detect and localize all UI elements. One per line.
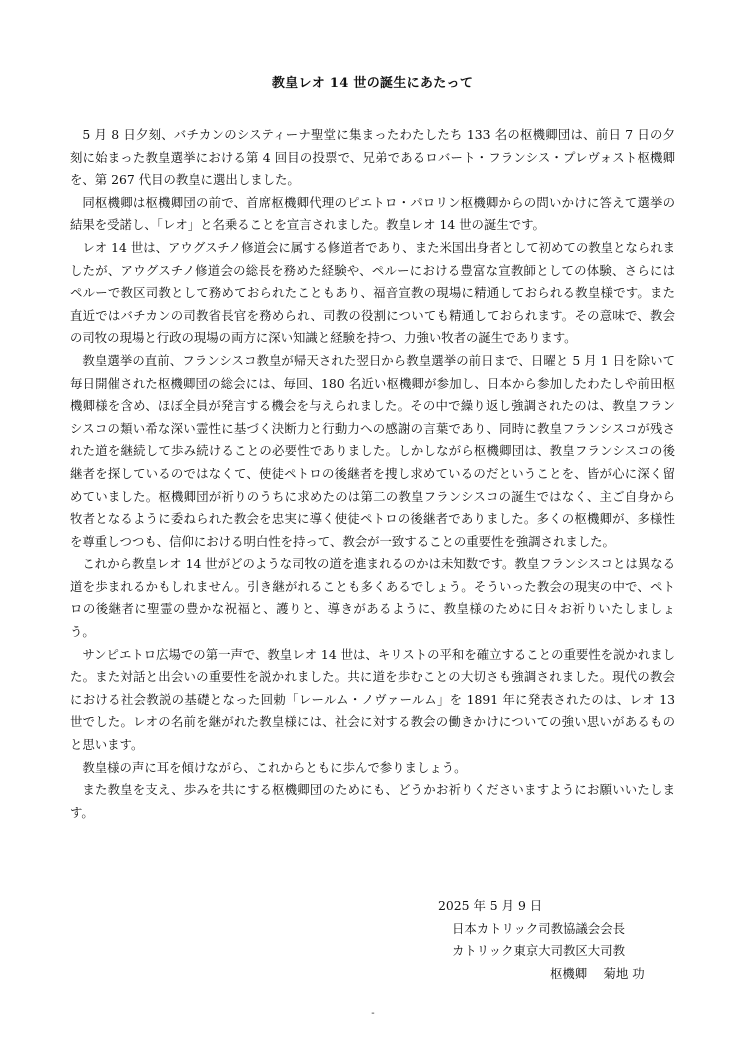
paragraph-6: サンピエトロ広場での第一声で、教皇レオ 14 世は、キリストの平和を確立することの重要性を説かれました。また対話と出会いの重要性を説かれました。共に道を歩むことの大切さも強調されました。現代の教会における社会教説の基礎となった回勅「レールム・ノヴァールム」を 1891 年に発表されたのは、レオ 13 世でした。レオの名前を継がれた教皇様には、社会に対する教会の働きかけについての強い思いがあるものと思います。: [70, 646, 675, 753]
signature-name: 枢機卿 菊地 功: [550, 965, 645, 981]
signature-block: [438, 895, 678, 985]
paragraph-8: また教皇を支え、歩みを共にする枢機卿団のためにも、どうかお祈りくださいますようにお願いいたします。: [70, 782, 675, 820]
paragraph-3: レオ 14 世は、アウグスチノ修道会に属する修道者であり、また米国出身者として初めての教皇となられましたが、アウグスチノ修道会の総長を務めた経験や、ペルーにおける豊富な宣教師としての体験、さらにはペルーで教区司教として務めておられたこともあり、福音宣教の現場に精通しておられる教皇様です。また直近ではバチカンの司教省長官を務められ、司教の役割についても精通しておられます。その意味で、教会の司牧の現場と行政の現場の両方に深い知識と経験を持つ、力強い牧者の誕生であります。: [70, 239, 675, 346]
paragraph-7: 教皇様の声に耳を傾けながら、これからともに歩んで参りましょう。: [82, 759, 467, 775]
document-body: [70, 124, 675, 824]
paragraph-5: これから教皇レオ 14 世がどのような司牧の道を進まれるのかは未知数です。教皇フランシスコとは異なる道を歩まれるかもしれません。引き継がれることも多くあるでしょう。そういった教会の現実の中で、ペトロの後継者に聖霊の豊かな祝福と、護りと、導きがあるように、教皇様のために日々お祈りいたしましょう。: [70, 556, 675, 640]
signature-organization: 日本カトリック司教協議会会長: [452, 920, 625, 936]
paragraph-2: 同枢機卿は枢機卿団の前で、首席枢機卿代理のピエトロ・パロリン枢機卿からの問いかけに答えて選挙の結果を受諾し、「レオ」と名乗ることを宣言されました。教皇レオ 14 世の誕生です。: [70, 194, 675, 233]
paragraph-4: 教皇選挙の直前、フランシスコ教皇が帰天された翌日から教皇選挙の前日まで、日曜と 5 月 1 日を除いて毎日開催された枢機卿団の総会には、毎回、180 名近い枢機卿が参加し、日本から参加したわたしや前田枢機卿様を含め、ほぼ全員が発言する機会を与えられました。その中で繰り返し強調されたのは、教皇フランシスコの類い希な深い霊性に基づく決断力と行動力への感謝の言葉であり、同時に教皇フランシスコが残された道を継続して歩み続けることの必要性でありました。しかしながら枢機卿団は、教皇フランシスコの後継者を探しているのではなくて、使徒ペトロの後継者を捜し求めているのだということを、皆が心に深く留めていました。枢機卿団が祈りのうちに求めたのは第二の教皇フランシスコの誕生ではなく、主ご自身から牧者となるように委ねられた教会を忠実に導く使徒ペトロの後継者でありました。多くの枢機卿が、多様性を尊重しつつも、信仰における明白性を持って、教会が一致することの重要性を強調されました。: [70, 352, 675, 549]
signature-date: 2025 年 5 月 9 日: [438, 898, 543, 913]
paragraph-1: 5 月 8 日夕刻、バチカンのシスティーナ聖堂に集まったわたしたち 133 名の枢機卿団は、前日 7 日の夕刻に始まった教皇選挙における第 4 回目の投票で、兄弟であるロバート・フランシス・プレヴォスト枢機卿を、第 267 代目の教皇に選出しました。: [70, 127, 675, 188]
page-marker: -: [371, 1008, 375, 1019]
signature-diocese: カトリック東京大司教区大司教: [452, 943, 625, 959]
document-title: 教皇レオ 14 世の誕生にあたって: [271, 76, 474, 91]
